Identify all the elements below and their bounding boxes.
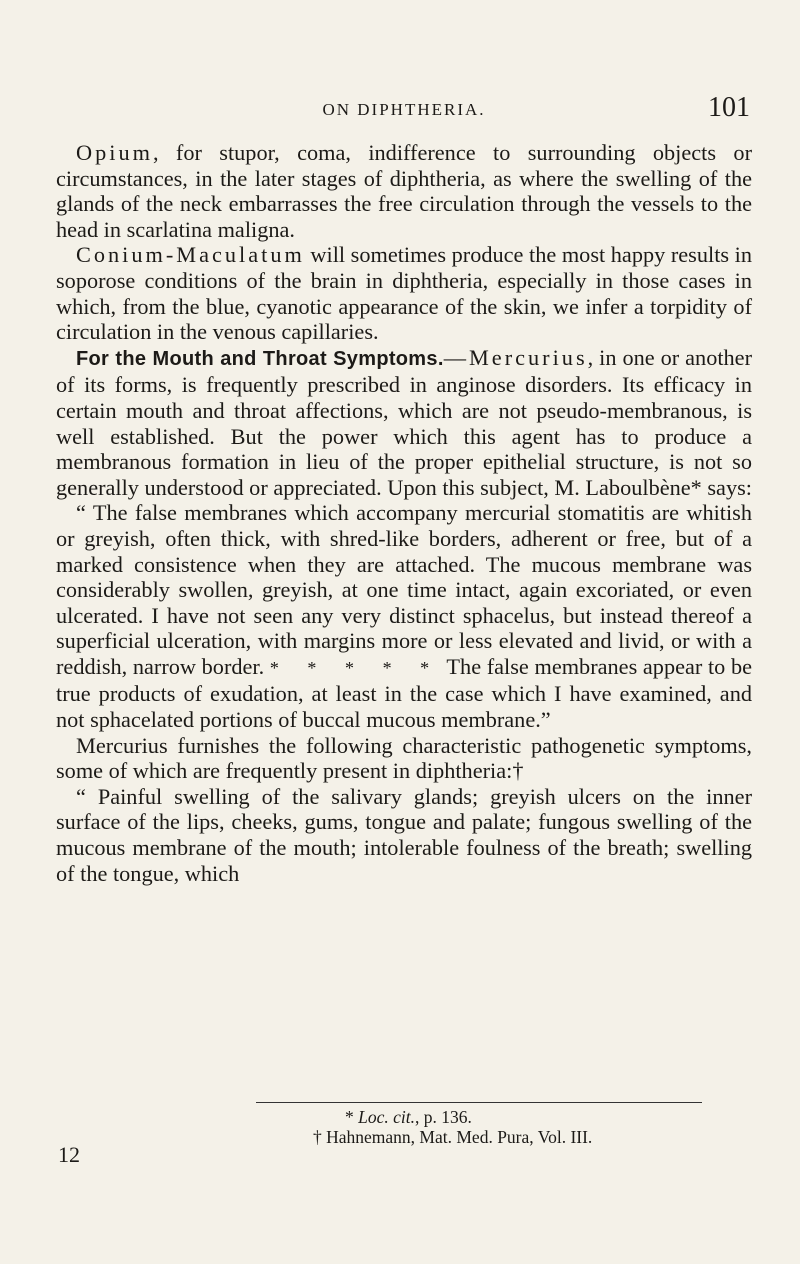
remedy-name-conium: Conium-Maculatum [76,242,305,268]
footnote-1-rest: , p. 136. [415,1107,472,1127]
section-heading: For the Mouth and Throat Symptoms. [76,347,444,370]
paragraph-mouth-throat [56,345,752,501]
paragraph-mouth-text: , in one or another of its forms, is frequently prescribed in anginose disorders. Its efficacy in certain mouth and throat affections, which are not pseudo-membranous, is well established. But the power which this agent has to produce a membranous formation in lieu of the proper epithelial structure, is not so generally understood or appreciated. Upon this subject, M. Laboulbène* says: [56,344,753,500]
paragraph-mercurius [56,733,752,784]
footnote-2: † Hahnemann, Mat. Med. Pura, Vol. III. [313,1127,593,1147]
remedy-name-opium: Opium [76,140,153,165]
footnote-1 [345,1107,472,1127]
quote-text-b: The false membranes appear to be true products of exudation, at least in the case which I have examined, and not sphacelated portions of buccal mucous membrane.” [56,653,753,733]
paragraph-quote [56,500,752,732]
ellipsis-stars: * * * * * [269,657,442,678]
footnote-rule [256,1102,702,1103]
running-head: ON DIPHTHERIA. [322,100,486,119]
footnote-1-mark: * [345,1107,359,1127]
paragraph-symptoms [56,784,752,886]
body-text [56,140,752,886]
footnote-1-loc: Loc. cit. [358,1107,415,1127]
page-number: 101 [708,92,750,123]
page-header [56,92,752,126]
quote-text-a: “ The false membranes which accompany mercurial stomatitis are whitish or greyish, often thick, with shred-like borders, adherent or free, but of a marked consistence when they are attached. The mucous membrane was considerably swollen, greyish, at one time intact, again excoriated, or even ulcerated. I have not seen any very distinct sphacelus, but instead thereof a superficial ulceration, with margins more or less elevated and livid, or with a reddish, narrow border. [56,500,752,679]
remedy-name-mercurius: —Mercurius [443,344,588,370]
paragraph-conium-text: will sometimes produce the most happy results in soporose conditions of the brain in diphtheria, especially in those cases in which, from the blue, cyanotic appearance of the skin, we infer a torpidity of circulation in the venous capillaries. [56,242,752,345]
paragraph-opium-text: , for stupor, coma, indifference to surrounding objects or circumstances, in the later stages of diphtheria, as where the swelling of the glands of the neck embarrasses the free circulation through the vessels to the head in scarlatina maligna. [56,140,752,242]
paragraph-opium [56,140,752,242]
paragraph-symptoms-text: “ Painful swelling of the salivary glands; greyish ulcers on the inner surface of the lips, cheeks, gums, tongue and palate; fungous swelling of the mucous membrane of the mouth; intolerable foulness of the breath; swelling of the tongue, which [56,783,752,886]
signature-mark: 12 [58,1142,80,1167]
paragraph-mercurius-text: Mercurius furnishes the following characteristic pathogenetic symptoms, some of which are frequently present in diphtheria:† [56,732,752,784]
paragraph-conium [56,242,752,344]
